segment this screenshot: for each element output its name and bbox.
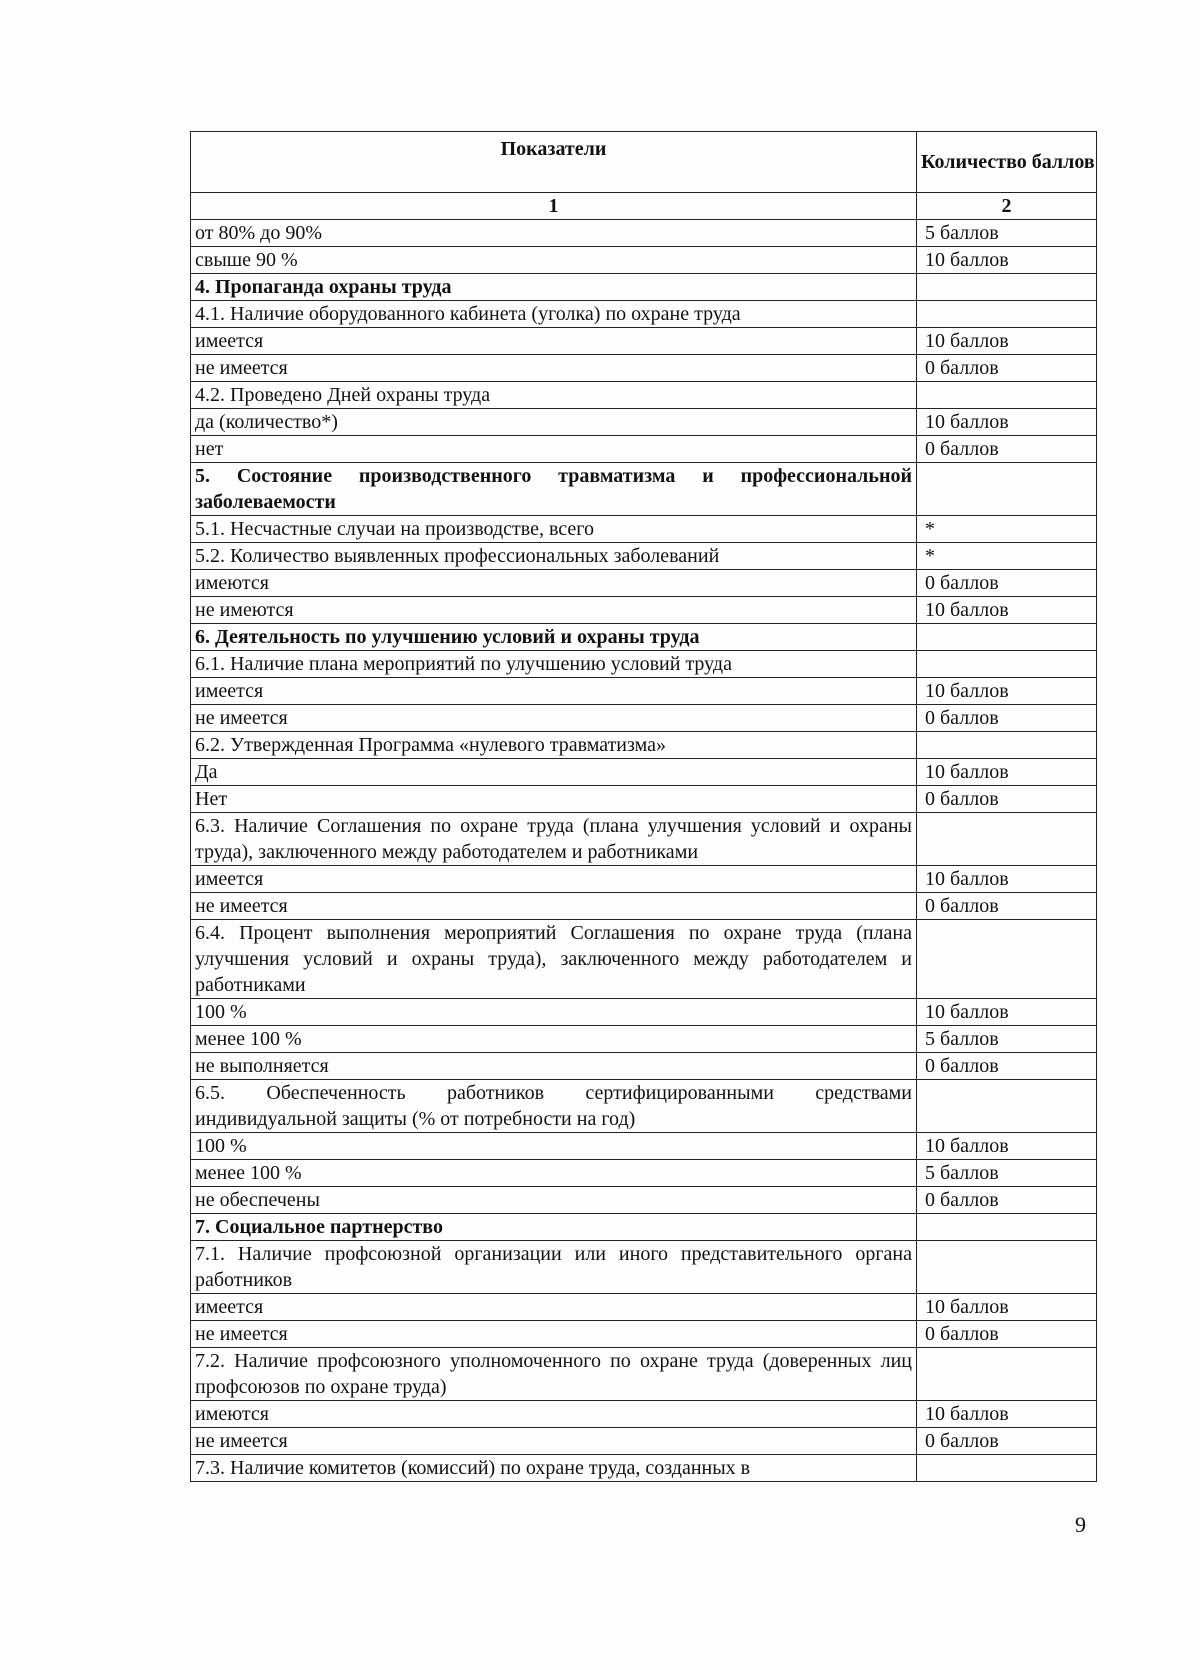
table-row (191, 436, 1097, 463)
indicator-cell: 6.3. Наличие Соглашения по охране труда (плана улучшения условий и охраны труда), заключенного между работодателем и работниками (191, 813, 917, 866)
indicators-table (190, 131, 1097, 1482)
table-row (191, 1428, 1097, 1455)
indicator-cell: 6. Деятельность по улучшению условий и охраны труда (191, 624, 917, 651)
table-row (191, 1026, 1097, 1053)
points-cell (917, 1348, 1097, 1401)
points-cell: 0 баллов (917, 1321, 1097, 1348)
table-row (191, 355, 1097, 382)
indicator-cell: не имеется (191, 1321, 917, 1348)
indicator-cell: не обеспечены (191, 1187, 917, 1214)
points-cell: 10 баллов (917, 999, 1097, 1026)
table-row (191, 1294, 1097, 1321)
points-cell: * (917, 516, 1097, 543)
indicator-cell: не имеется (191, 893, 917, 920)
points-cell (917, 920, 1097, 999)
points-cell: 0 баллов (917, 1187, 1097, 1214)
table-row (191, 274, 1097, 301)
header-points: Количество баллов (917, 132, 1097, 193)
indicator-cell: 4.2. Проведено Дней охраны труда (191, 382, 917, 409)
points-cell: 10 баллов (917, 678, 1097, 705)
indicator-cell: 4.1. Наличие оборудованного кабинета (уголка) по охране труда (191, 301, 917, 328)
indicator-cell: имеется (191, 1294, 917, 1321)
table-row (191, 999, 1097, 1026)
indicator-cell: не имеется (191, 355, 917, 382)
indicator-cell: 6.4. Процент выполнения мероприятий Соглашения по охране труда (плана улучшения условий и охраны труда), заключенного между работодателем и работниками (191, 920, 917, 999)
table-row (191, 247, 1097, 274)
indicator-cell: 100 % (191, 999, 917, 1026)
indicator-cell: 7.2. Наличие профсоюзного уполномоченного по охране труда (доверенных лиц профсоюзов по охране труда) (191, 1348, 917, 1401)
points-cell: 10 баллов (917, 759, 1097, 786)
column-number-1: 1 (191, 193, 917, 220)
table-row (191, 220, 1097, 247)
page-number: 9 (1075, 1512, 1086, 1537)
table-row (191, 920, 1097, 999)
column-number-row (191, 193, 1097, 220)
indicator-cell: 4. Пропаганда охраны труда (191, 274, 917, 301)
indicator-cell: 5. Состояние производственного травматизма и профессиональной заболеваемости (191, 463, 917, 516)
table-header-row (191, 132, 1097, 193)
table-row (191, 732, 1097, 759)
indicator-cell: 7. Социальное партнерство (191, 1214, 917, 1241)
points-cell: 0 баллов (917, 436, 1097, 463)
table-row (191, 1080, 1097, 1133)
points-cell: 0 баллов (917, 570, 1097, 597)
points-cell (917, 301, 1097, 328)
points-cell: 10 баллов (917, 1133, 1097, 1160)
header-indicators: Показатели (191, 132, 917, 193)
points-cell: * (917, 543, 1097, 570)
indicator-cell: имеются (191, 1401, 917, 1428)
table-row (191, 678, 1097, 705)
table-row (191, 786, 1097, 813)
indicator-cell: свыше 90 % (191, 247, 917, 274)
points-cell: 0 баллов (917, 1053, 1097, 1080)
points-cell: 0 баллов (917, 1428, 1097, 1455)
indicator-cell: 5.1. Несчастные случаи на производстве, всего (191, 516, 917, 543)
table-row (191, 1348, 1097, 1401)
points-cell: 5 баллов (917, 1160, 1097, 1187)
table-row (191, 813, 1097, 866)
indicator-cell: не имеется (191, 1428, 917, 1455)
points-cell (917, 732, 1097, 759)
indicator-cell: Да (191, 759, 917, 786)
points-cell: 0 баллов (917, 355, 1097, 382)
points-cell: 10 баллов (917, 247, 1097, 274)
indicator-cell: 6.1. Наличие плана мероприятий по улучшению условий труда (191, 651, 917, 678)
points-cell: 5 баллов (917, 1026, 1097, 1053)
table-row (191, 705, 1097, 732)
indicator-cell: имеется (191, 328, 917, 355)
table-row (191, 543, 1097, 570)
table-row (191, 1401, 1097, 1428)
points-cell: 0 баллов (917, 705, 1097, 732)
indicator-cell: не выполняется (191, 1053, 917, 1080)
table-row (191, 570, 1097, 597)
table-row (191, 409, 1097, 436)
table-row (191, 1455, 1097, 1482)
table-row (191, 1321, 1097, 1348)
indicator-cell: 100 % (191, 1133, 917, 1160)
points-cell (917, 1214, 1097, 1241)
table-row (191, 624, 1097, 651)
indicator-cell: 5.2. Количество выявленных профессиональных заболеваний (191, 543, 917, 570)
indicator-cell: 6.2. Утвержденная Программа «нулевого травматизма» (191, 732, 917, 759)
indicator-cell: 6.5. Обеспеченность работников сертифицированными средствами индивидуальной защиты (% от потребности на год) (191, 1080, 917, 1133)
table-row (191, 1053, 1097, 1080)
points-cell: 10 баллов (917, 328, 1097, 355)
points-cell (917, 813, 1097, 866)
table-row (191, 1187, 1097, 1214)
table-row (191, 301, 1097, 328)
indicator-cell: не имеются (191, 597, 917, 624)
points-cell: 10 баллов (917, 409, 1097, 436)
points-cell: 10 баллов (917, 866, 1097, 893)
table-row (191, 1241, 1097, 1294)
points-cell: 10 баллов (917, 1294, 1097, 1321)
table-row (191, 516, 1097, 543)
points-cell (917, 1241, 1097, 1294)
indicator-cell: имеются (191, 570, 917, 597)
indicator-cell: нет (191, 436, 917, 463)
table-row (191, 382, 1097, 409)
points-cell: 10 баллов (917, 1401, 1097, 1428)
points-cell: 0 баллов (917, 893, 1097, 920)
table-row (191, 328, 1097, 355)
table-row (191, 866, 1097, 893)
table-row (191, 893, 1097, 920)
points-cell (917, 1080, 1097, 1133)
points-cell: 10 баллов (917, 597, 1097, 624)
points-cell (917, 382, 1097, 409)
column-number-2: 2 (917, 193, 1097, 220)
table-row (191, 597, 1097, 624)
indicator-cell: имеется (191, 866, 917, 893)
table-row (191, 1214, 1097, 1241)
indicator-cell: имеется (191, 678, 917, 705)
points-cell (917, 624, 1097, 651)
indicator-cell: да (количество*) (191, 409, 917, 436)
points-cell (917, 274, 1097, 301)
points-cell: 0 баллов (917, 786, 1097, 813)
table-row (191, 1133, 1097, 1160)
points-cell (917, 463, 1097, 516)
indicator-cell: Нет (191, 786, 917, 813)
indicator-cell: 7.1. Наличие профсоюзной организации или иного представительного органа работников (191, 1241, 917, 1294)
indicator-cell: менее 100 % (191, 1160, 917, 1187)
indicator-cell: менее 100 % (191, 1026, 917, 1053)
table-row (191, 463, 1097, 516)
table-row (191, 759, 1097, 786)
points-cell (917, 651, 1097, 678)
indicator-cell: от 80% до 90% (191, 220, 917, 247)
points-cell (917, 1455, 1097, 1482)
table-row (191, 651, 1097, 678)
table-row (191, 1160, 1097, 1187)
indicator-cell: 7.3. Наличие комитетов (комиссий) по охране труда, созданных в (191, 1455, 917, 1482)
indicator-cell: не имеется (191, 705, 917, 732)
points-cell: 5 баллов (917, 220, 1097, 247)
